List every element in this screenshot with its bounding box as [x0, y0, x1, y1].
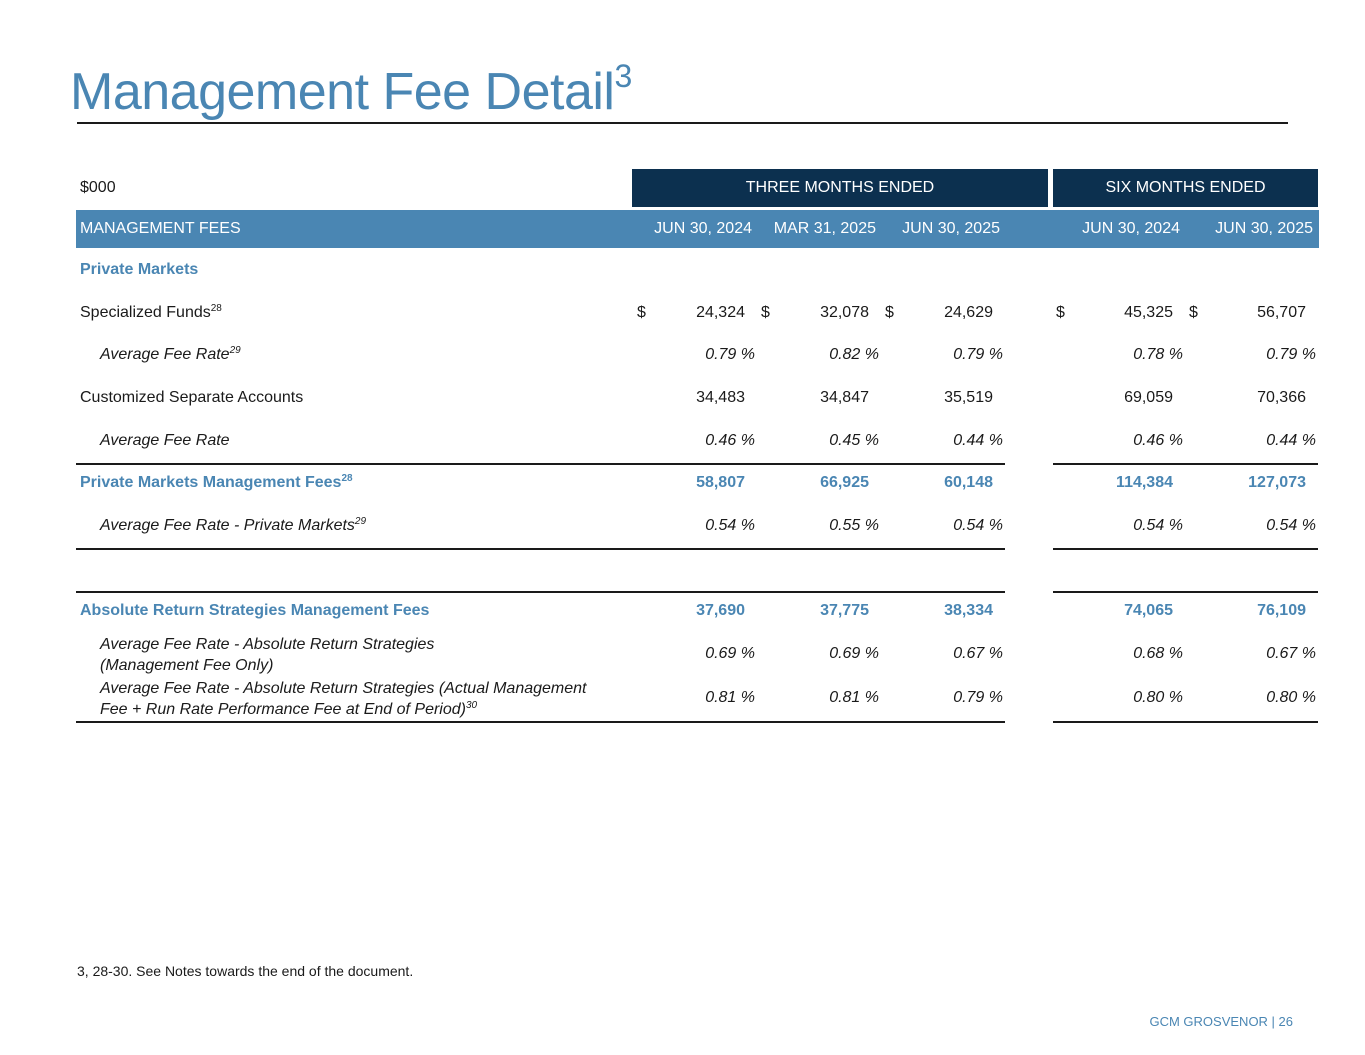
column-header: JUN 30, 2024	[1082, 220, 1180, 237]
table-cell: 24,629	[944, 304, 993, 321]
table-rule	[76, 721, 1005, 723]
table-rule	[1053, 463, 1318, 465]
unit-label: $000	[80, 179, 116, 196]
table-cell: 0.69 %	[705, 645, 755, 662]
footnote-ref: 29	[354, 516, 367, 527]
table-cell: 0.80 %	[1266, 689, 1316, 706]
footnote: 3, 28-30. See Notes towards the end of the document.	[77, 963, 414, 979]
row-label-line: (Management Fee Only)	[100, 657, 274, 674]
table-rule	[76, 591, 1005, 593]
table-cell: 70,366	[1257, 389, 1306, 406]
currency-symbol: $	[1189, 304, 1198, 321]
table-cell: 38,334	[944, 602, 993, 619]
table-cell: 0.54 %	[1266, 517, 1316, 534]
table-cell: 0.79 %	[953, 689, 1003, 706]
footnote-ref: 29	[229, 345, 241, 356]
table-cell: 69,059	[1124, 389, 1173, 406]
table-cell: 0.79 %	[705, 346, 755, 363]
row-label	[100, 634, 434, 676]
table-rule	[1053, 721, 1318, 723]
table-cell: 34,847	[820, 389, 869, 406]
table-cell: 0.82 %	[829, 346, 879, 363]
table-rule	[1053, 591, 1318, 593]
table-cell: 0.80 %	[1133, 689, 1183, 706]
page-footer: GCM GROSVENOR | 26	[1149, 1014, 1293, 1029]
currency-symbol: $	[1056, 304, 1065, 321]
table-cell: 0.67 %	[953, 645, 1003, 662]
table-cell: 0.44 %	[953, 432, 1003, 449]
table-cell: 0.81 %	[829, 689, 879, 706]
table-cell: 45,325	[1124, 304, 1173, 321]
table-cell: 0.54 %	[1133, 517, 1183, 534]
table-cell: 0.54 %	[953, 517, 1003, 534]
table-cell: 66,925	[820, 474, 869, 491]
currency-symbol: $	[885, 304, 894, 321]
row-label: Customized Separate Accounts	[80, 389, 304, 406]
table-cell: 0.55 %	[829, 517, 879, 534]
row-label: Average Fee Rate - Private Markets$^{29}$	[100, 516, 367, 534]
table-cell: 37,775	[820, 602, 869, 619]
column-header: JUN 30, 2025	[1215, 220, 1313, 237]
table-cell: 0.78 %	[1133, 346, 1183, 363]
table-cell: 0.67 %	[1266, 645, 1316, 662]
column-header: MAR 31, 2025	[773, 220, 876, 237]
column-header: JUN 30, 2024	[654, 220, 752, 237]
table-cell: 0.79 %	[953, 346, 1003, 363]
page-title: Management Fee Detail$^3$	[70, 58, 632, 121]
table-cell: 76,109	[1257, 602, 1306, 619]
title-divider	[77, 122, 1288, 124]
row-label-line: Average Fee Rate - Absolute Return Strategies	[100, 636, 435, 653]
table-cell: 58,807	[696, 474, 745, 491]
group-header-three-months: THREE MONTHS ENDED	[632, 169, 1048, 207]
table-cell: 74,065	[1124, 602, 1173, 619]
table-rule	[76, 548, 1005, 550]
row-label-line: Average Fee Rate - Absolute Return Strategies (Actual Management	[100, 680, 587, 697]
footnote-ref: 28	[341, 473, 353, 484]
footnote-ref: 30	[465, 700, 478, 711]
row-label: Specialized Funds$^{28}$	[80, 303, 222, 321]
row-label: Private Markets Management Fees$^{28}$	[80, 473, 353, 491]
footnote-ref: 28	[210, 303, 222, 314]
table-cell: 34,483	[696, 389, 745, 406]
table-cell: 32,078	[820, 304, 869, 321]
row-label: Absolute Return Strategies Management Fees	[80, 602, 430, 619]
group-header-six-months: SIX MONTHS ENDED	[1053, 169, 1318, 207]
table-cell: 56,707	[1257, 304, 1306, 321]
table-cell: 114,384	[1116, 474, 1173, 491]
row-label	[100, 678, 586, 720]
table-cell: 60,148	[944, 474, 993, 491]
table-cell: 0.69 %	[829, 645, 879, 662]
table-cell: 0.81 %	[705, 689, 755, 706]
row-label: Average Fee Rate	[100, 432, 230, 449]
table-rule	[1053, 548, 1318, 550]
table-cell: 35,519	[944, 389, 993, 406]
row-label-line: Fee + Run Rate Performance Fee at End of Period)	[100, 701, 466, 718]
column-header: JUN 30, 2025	[902, 220, 1000, 237]
section-header-label: MANAGEMENT FEES	[80, 220, 241, 237]
table-cell: 0.45 %	[829, 432, 879, 449]
table-cell: 24,324	[696, 304, 745, 321]
row-label: Average Fee Rate$^{29}$	[100, 345, 241, 363]
table-cell: 0.46 %	[705, 432, 755, 449]
currency-symbol: $	[761, 304, 770, 321]
table-cell: 37,690	[696, 602, 745, 619]
table-cell: 0.79 %	[1266, 346, 1316, 363]
table-cell: 0.54 %	[705, 517, 755, 534]
table-cell: 0.44 %	[1266, 432, 1316, 449]
table-rule	[76, 463, 1005, 465]
table-cell: 0.68 %	[1133, 645, 1183, 662]
table-cell: 127,073	[1248, 474, 1306, 491]
table-cell: 0.46 %	[1133, 432, 1183, 449]
currency-symbol: $	[637, 304, 646, 321]
row-label: Private Markets	[80, 261, 199, 278]
